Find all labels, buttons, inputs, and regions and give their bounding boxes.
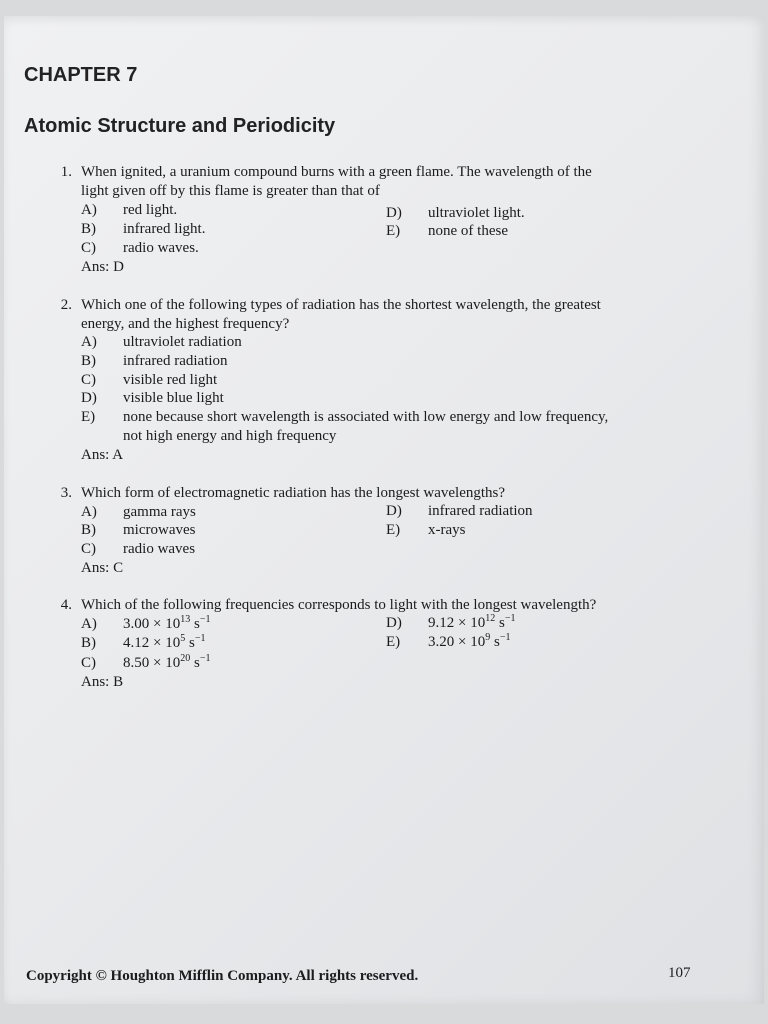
question-text-line: When ignited, a uranium compound burns with a green flame. The wavelength of the [81, 164, 592, 180]
option-c: C) radio waves. [81, 240, 199, 256]
option-b: B) infrared radiation [81, 353, 228, 369]
question-number: 2. [60, 297, 72, 313]
option-d: D) $9.12 \times 10^{12}$ $s^{-1}$ [386, 613, 516, 631]
question-text-line: Which form of electromagnetic radiation has the longest wavelengths? [81, 485, 506, 501]
question-text-line: light given off by this flame is greater than that of [81, 183, 380, 199]
option-b: B) microwaves [81, 522, 196, 538]
option-a: A) $3.00 \times 10^{13}$ $s^{-1}$ [81, 614, 211, 632]
chapter-title: Atomic Structure and Periodicity [24, 115, 336, 137]
question-text-line: Which one of the following types of radiation has the shortest wavelength, the greatest [81, 297, 601, 313]
copyright-notice: Copyright © Houghton Mifflin Company. All rights reserved. [26, 968, 419, 984]
option-e: E) none of these [386, 223, 508, 239]
answer: Ans: C [81, 560, 124, 576]
option-b: B) infrared light. [81, 221, 206, 237]
question-text-line: Which of the following frequencies corresponds to light with the longest wavelength? [81, 597, 597, 613]
option-e-continuation: not high energy and high frequency [123, 428, 337, 444]
answer: Ans: D [81, 259, 124, 275]
option-c: C) visible red light [81, 372, 218, 388]
option-e: E) $3.20 \times 10^9$ $s^{-1}$ [386, 632, 511, 650]
answer: Ans: A [81, 447, 124, 463]
option-c: C) $8.50 \times 10^{20}$ $s^{-1}$ [81, 653, 211, 671]
option-a: A) ultraviolet radiation [81, 334, 242, 350]
question-number: 3. [60, 485, 72, 501]
option-a: A) red light. [81, 202, 178, 218]
option-a: A) gamma rays [81, 504, 196, 520]
page-number: 107 [668, 965, 691, 981]
option-d: D) ultraviolet light. [386, 205, 525, 221]
option-d: D) visible blue light [81, 390, 224, 406]
option-c: C) radio waves [81, 541, 196, 557]
question-number: 4. [60, 597, 72, 613]
question-text-line: energy, and the highest frequency? [81, 316, 290, 332]
answer: Ans: B [81, 674, 124, 690]
option-e: E) none because short wavelength is associated with low energy and low frequency, [81, 409, 609, 425]
option-d: D) infrared radiation [386, 503, 533, 519]
chapter-heading: CHAPTER 7 [24, 64, 138, 86]
option-e: E) x-rays [386, 522, 466, 538]
question-number: 1. [60, 164, 72, 180]
option-b: B) $4.12 \times 10^5$ $s^{-1}$ [81, 633, 206, 651]
